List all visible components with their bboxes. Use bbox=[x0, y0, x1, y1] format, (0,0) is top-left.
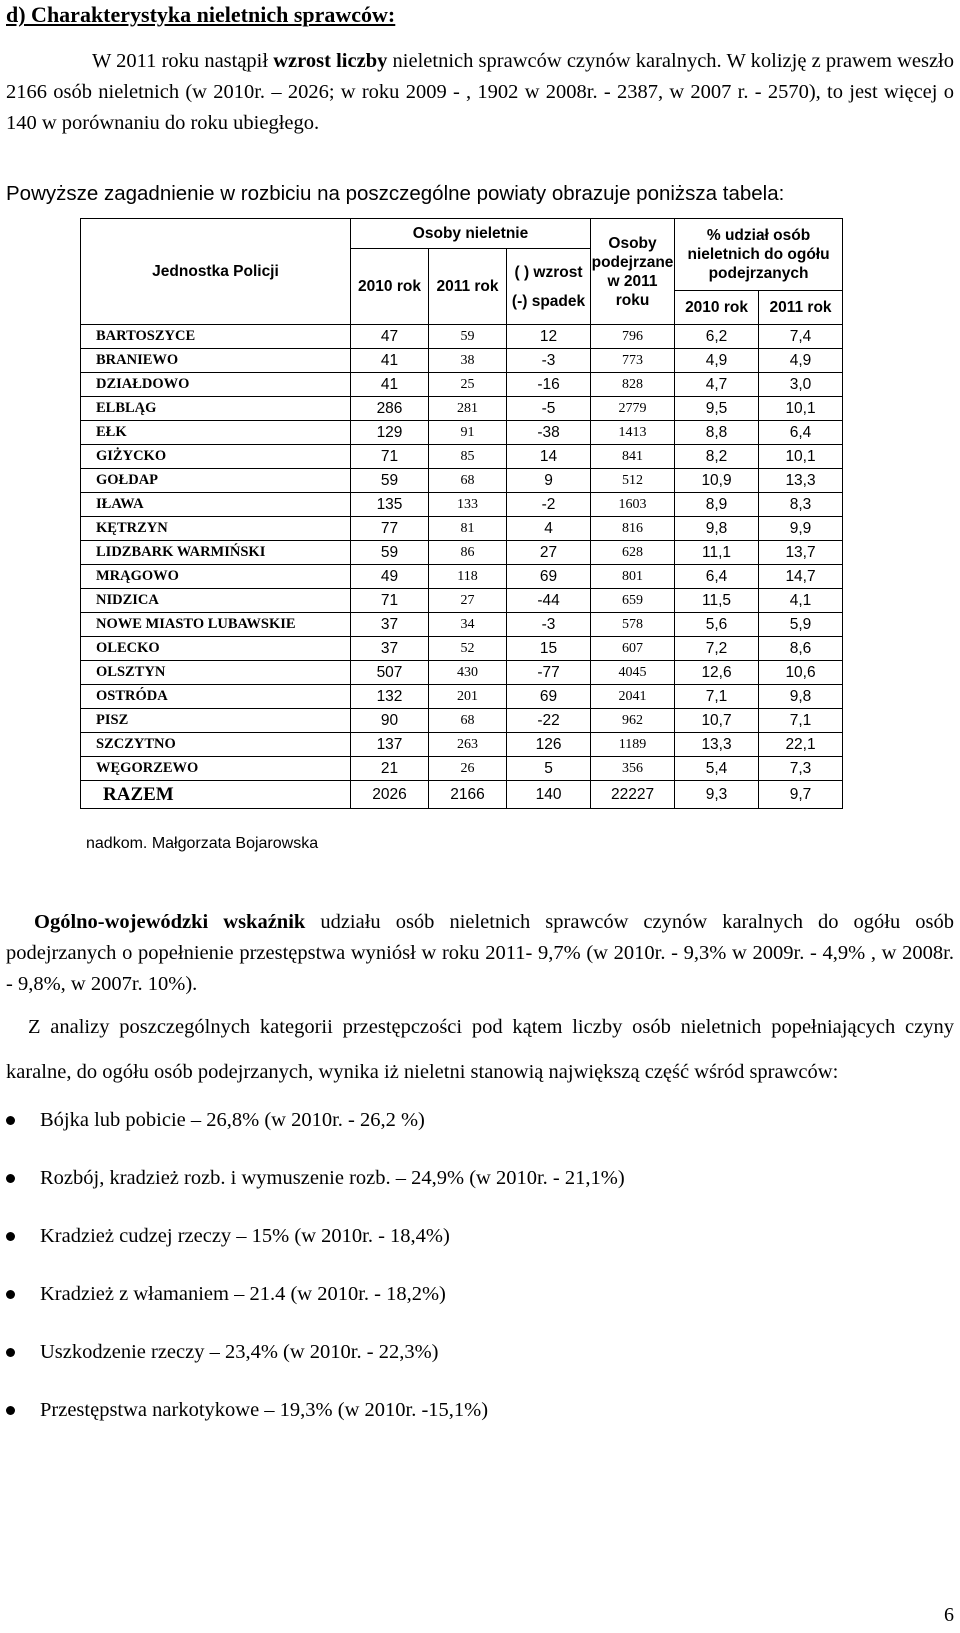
cell-2010: 135 bbox=[351, 493, 429, 517]
cell-2010: 41 bbox=[351, 349, 429, 373]
cell-unit: MRĄGOWO bbox=[81, 565, 351, 589]
cell-suspects: 801 bbox=[591, 565, 675, 589]
list-item bbox=[6, 1279, 625, 1337]
cell-share-2010: 7,1 bbox=[675, 685, 759, 709]
paragraph-intro bbox=[6, 46, 954, 139]
cell-share-2011: 5,9 bbox=[759, 613, 843, 637]
cell-change: -5 bbox=[507, 397, 591, 421]
cell-share-2011: 10,1 bbox=[759, 445, 843, 469]
cell-share-2010: 8,8 bbox=[675, 421, 759, 445]
header-change-decrease: (-) spadek bbox=[511, 292, 586, 310]
table-row bbox=[81, 589, 843, 613]
cell-2011: 133 bbox=[429, 493, 507, 517]
table-row bbox=[81, 565, 843, 589]
cell-change: 5 bbox=[507, 757, 591, 781]
cell-2010: 71 bbox=[351, 445, 429, 469]
list-item-text: Kradzież z włamaniem – 21.4 (w 2010r. - 18,2%) bbox=[40, 1283, 446, 1305]
header-group-minors: Osoby nieletnie bbox=[351, 219, 591, 249]
cell-suspects: 22227 bbox=[591, 781, 675, 809]
cell-unit: IŁAWA bbox=[81, 493, 351, 517]
cell-share-2010: 5,4 bbox=[675, 757, 759, 781]
cell-2010: 507 bbox=[351, 661, 429, 685]
table-row bbox=[81, 757, 843, 781]
cell-share-2011: 10,6 bbox=[759, 661, 843, 685]
cell-2011: 430 bbox=[429, 661, 507, 685]
cell-unit: OLECKO bbox=[81, 637, 351, 661]
cell-2010: 49 bbox=[351, 565, 429, 589]
cell-unit: EŁK bbox=[81, 421, 351, 445]
cell-share-2011: 6,4 bbox=[759, 421, 843, 445]
table-row bbox=[81, 325, 843, 349]
list-item-text: Uszkodzenie rzeczy – 23,4% (w 2010r. - 22,3%) bbox=[40, 1341, 439, 1363]
juvenile-offenders-table bbox=[80, 218, 843, 809]
cell-suspects: 2041 bbox=[591, 685, 675, 709]
cell-share-2011: 8,6 bbox=[759, 637, 843, 661]
cell-change: 14 bbox=[507, 445, 591, 469]
cell-unit: OSTRÓDA bbox=[81, 685, 351, 709]
cell-2010: 2026 bbox=[351, 781, 429, 809]
cell-share-2010: 8,2 bbox=[675, 445, 759, 469]
list-item bbox=[6, 1105, 625, 1163]
cell-2011: 25 bbox=[429, 373, 507, 397]
cell-2011: 86 bbox=[429, 541, 507, 565]
paragraph-analysis-text: Z analizy poszczególnych kategorii przestępczości pod kątem liczby osób nieletnich popełniających czyny karalne, do ogółu osób podejrzanych, wynika iż nieletni stanowią największą część wśród sprawców: bbox=[6, 1016, 954, 1083]
cell-share-2011: 7,4 bbox=[759, 325, 843, 349]
cell-2010: 47 bbox=[351, 325, 429, 349]
cell-unit: KĘTRZYN bbox=[81, 517, 351, 541]
cell-2011: 68 bbox=[429, 709, 507, 733]
paragraph-analysis bbox=[6, 1005, 954, 1095]
cell-suspects: 356 bbox=[591, 757, 675, 781]
cell-share-2011: 10,1 bbox=[759, 397, 843, 421]
cell-unit: GIŻYCKO bbox=[81, 445, 351, 469]
cell-unit: GOŁDAP bbox=[81, 469, 351, 493]
cell-suspects: 512 bbox=[591, 469, 675, 493]
table-body bbox=[81, 325, 843, 809]
header-2010: 2010 rok bbox=[351, 249, 429, 325]
table-row bbox=[81, 685, 843, 709]
cell-share-2010: 9,5 bbox=[675, 397, 759, 421]
cell-suspects: 1189 bbox=[591, 733, 675, 757]
cell-2010: 37 bbox=[351, 637, 429, 661]
cell-2011: 85 bbox=[429, 445, 507, 469]
cell-share-2010: 4,7 bbox=[675, 373, 759, 397]
cell-unit: PISZ bbox=[81, 709, 351, 733]
paragraph-intro-bold: wzrost liczby bbox=[273, 50, 388, 72]
paragraph-indicator bbox=[6, 907, 954, 1000]
list-item bbox=[6, 1395, 625, 1453]
list-item-text: Bójka lub pobicie – 26,8% (w 2010r. - 26,2 %) bbox=[40, 1109, 425, 1131]
bullet-icon bbox=[6, 1348, 15, 1357]
cell-2010: 132 bbox=[351, 685, 429, 709]
cell-share-2010: 9,3 bbox=[675, 781, 759, 809]
cell-unit: NOWE MIASTO LUBAWSKIE bbox=[81, 613, 351, 637]
cell-unit: WĘGORZEWO bbox=[81, 757, 351, 781]
cell-share-2010: 6,4 bbox=[675, 565, 759, 589]
table-row bbox=[81, 709, 843, 733]
cell-share-2011: 13,7 bbox=[759, 541, 843, 565]
table-row bbox=[81, 421, 843, 445]
cell-unit: OLSZTYN bbox=[81, 661, 351, 685]
cell-2010: 90 bbox=[351, 709, 429, 733]
table-row bbox=[81, 733, 843, 757]
cell-suspects: 796 bbox=[591, 325, 675, 349]
cell-share-2011: 22,1 bbox=[759, 733, 843, 757]
header-suspects: Osoby podejrzane w 2011 roku bbox=[591, 219, 675, 325]
cell-2011: 27 bbox=[429, 589, 507, 613]
cell-share-2011: 14,7 bbox=[759, 565, 843, 589]
section-heading: d) Charakterystyka nieletnich sprawców: bbox=[6, 2, 396, 27]
list-item-text: Kradzież cudzej rzeczy – 15% (w 2010r. - 18,4%) bbox=[40, 1225, 450, 1247]
cell-unit: RAZEM bbox=[81, 781, 351, 809]
cell-2011: 2166 bbox=[429, 781, 507, 809]
cell-share-2010: 4,9 bbox=[675, 349, 759, 373]
cell-suspects: 2779 bbox=[591, 397, 675, 421]
cell-change: 140 bbox=[507, 781, 591, 809]
cell-share-2010: 11,5 bbox=[675, 589, 759, 613]
paragraph-intro-text: W 2011 roku nastąpił bbox=[92, 50, 274, 72]
list-item-text: Przestępstwa narkotykowe – 19,3% (w 2010r. -15,1%) bbox=[40, 1399, 489, 1421]
header-share-2011: 2011 rok bbox=[759, 291, 843, 325]
cell-2011: 38 bbox=[429, 349, 507, 373]
cell-2011: 26 bbox=[429, 757, 507, 781]
cell-suspects: 4045 bbox=[591, 661, 675, 685]
cell-share-2011: 13,3 bbox=[759, 469, 843, 493]
table-row bbox=[81, 445, 843, 469]
cell-2011: 201 bbox=[429, 685, 507, 709]
bullet-icon bbox=[6, 1406, 15, 1415]
table-row bbox=[81, 469, 843, 493]
cell-change: 69 bbox=[507, 565, 591, 589]
cell-change: -3 bbox=[507, 613, 591, 637]
cell-change: -2 bbox=[507, 493, 591, 517]
cell-suspects: 607 bbox=[591, 637, 675, 661]
cell-unit: BARTOSZYCE bbox=[81, 325, 351, 349]
cell-2010: 41 bbox=[351, 373, 429, 397]
cell-2011: 81 bbox=[429, 517, 507, 541]
cell-share-2010: 10,7 bbox=[675, 709, 759, 733]
table-row bbox=[81, 541, 843, 565]
cell-suspects: 578 bbox=[591, 613, 675, 637]
cell-share-2010: 10,9 bbox=[675, 469, 759, 493]
cell-2011: 91 bbox=[429, 421, 507, 445]
cell-change: -16 bbox=[507, 373, 591, 397]
cell-2010: 59 bbox=[351, 541, 429, 565]
cell-unit: ELBLĄG bbox=[81, 397, 351, 421]
cell-share-2011: 7,1 bbox=[759, 709, 843, 733]
cell-2011: 34 bbox=[429, 613, 507, 637]
cell-2010: 37 bbox=[351, 613, 429, 637]
header-group-share: % udział osób nieletnich do ogółu podejrzanych bbox=[675, 219, 843, 291]
cell-share-2011: 4,1 bbox=[759, 589, 843, 613]
cell-share-2011: 9,9 bbox=[759, 517, 843, 541]
cell-change: 15 bbox=[507, 637, 591, 661]
cell-change: -22 bbox=[507, 709, 591, 733]
cell-share-2010: 6,2 bbox=[675, 325, 759, 349]
cell-2010: 286 bbox=[351, 397, 429, 421]
cell-2010: 129 bbox=[351, 421, 429, 445]
cell-unit: BRANIEWO bbox=[81, 349, 351, 373]
table-row bbox=[81, 349, 843, 373]
cell-share-2010: 5,6 bbox=[675, 613, 759, 637]
table-total-row bbox=[81, 781, 843, 809]
table-row bbox=[81, 373, 843, 397]
table-row bbox=[81, 397, 843, 421]
cell-2010: 137 bbox=[351, 733, 429, 757]
header-unit: Jednostka Policji bbox=[81, 219, 351, 325]
cell-2010: 21 bbox=[351, 757, 429, 781]
header-share-2010: 2010 rok bbox=[675, 291, 759, 325]
cell-change: -3 bbox=[507, 349, 591, 373]
header-2011: 2011 rok bbox=[429, 249, 507, 325]
cell-change: -38 bbox=[507, 421, 591, 445]
cell-2011: 281 bbox=[429, 397, 507, 421]
header-change bbox=[507, 249, 591, 325]
cell-unit: DZIAŁDOWO bbox=[81, 373, 351, 397]
cell-unit: LIDZBARK WARMIŃSKI bbox=[81, 541, 351, 565]
cell-change: 9 bbox=[507, 469, 591, 493]
table-row bbox=[81, 517, 843, 541]
cell-suspects: 628 bbox=[591, 541, 675, 565]
cell-change: 12 bbox=[507, 325, 591, 349]
bullet-icon bbox=[6, 1116, 15, 1125]
table-row bbox=[81, 661, 843, 685]
cell-share-2010: 9,8 bbox=[675, 517, 759, 541]
paragraph-indicator-bold: Ogólno-wojewódzki wskaźnik bbox=[34, 911, 306, 933]
list-item bbox=[6, 1221, 625, 1279]
bullet-icon bbox=[6, 1232, 15, 1241]
cell-share-2011: 7,3 bbox=[759, 757, 843, 781]
author-note: nadkom. Małgorzata Bojarowska bbox=[86, 835, 319, 852]
cell-suspects: 841 bbox=[591, 445, 675, 469]
cell-share-2010: 7,2 bbox=[675, 637, 759, 661]
cell-2011: 263 bbox=[429, 733, 507, 757]
cell-2010: 77 bbox=[351, 517, 429, 541]
list-item-text: Rozbój, kradzież rozb. i wymuszenie rozb. – 24,9% (w 2010r. - 21,1%) bbox=[40, 1167, 625, 1189]
cell-2010: 71 bbox=[351, 589, 429, 613]
header-change-increase: ( ) wzrost bbox=[514, 263, 583, 281]
cell-share-2011: 3,0 bbox=[759, 373, 843, 397]
bullet-icon bbox=[6, 1174, 15, 1183]
category-list bbox=[6, 1105, 625, 1453]
cell-change: 126 bbox=[507, 733, 591, 757]
cell-unit: NIDZICA bbox=[81, 589, 351, 613]
list-item bbox=[6, 1163, 625, 1221]
cell-2010: 59 bbox=[351, 469, 429, 493]
cell-change: -44 bbox=[507, 589, 591, 613]
table-row bbox=[81, 493, 843, 517]
cell-suspects: 962 bbox=[591, 709, 675, 733]
cell-unit: SZCZYTNO bbox=[81, 733, 351, 757]
paragraph-indicator-text: udziału osób nieletnich sprawców czynów karalnych do ogółu osób podejrzanych o popełnienie przestępstwa wyniósł w roku 2011- 9,7% (w 2010r. - 9,3% w 2009r. - 4,9% , w 2008r. - 9,8%, w 2007r. 10%). bbox=[6, 911, 954, 995]
cell-share-2010: 13,3 bbox=[675, 733, 759, 757]
cell-share-2010: 11,1 bbox=[675, 541, 759, 565]
cell-share-2011: 4,9 bbox=[759, 349, 843, 373]
cell-suspects: 816 bbox=[591, 517, 675, 541]
cell-share-2010: 12,6 bbox=[675, 661, 759, 685]
cell-suspects: 828 bbox=[591, 373, 675, 397]
cell-suspects: 773 bbox=[591, 349, 675, 373]
cell-2011: 68 bbox=[429, 469, 507, 493]
table-row bbox=[81, 613, 843, 637]
cell-suspects: 1413 bbox=[591, 421, 675, 445]
cell-share-2011: 9,7 bbox=[759, 781, 843, 809]
cell-change: -77 bbox=[507, 661, 591, 685]
cell-share-2011: 8,3 bbox=[759, 493, 843, 517]
cell-2011: 118 bbox=[429, 565, 507, 589]
page-number: 6 bbox=[944, 1604, 954, 1626]
cell-share-2011: 9,8 bbox=[759, 685, 843, 709]
paragraph-intro-text-rest: nieletnich sprawców czynów karalnych. W kolizję z prawem weszło 2166 osób nieletnich (w 2010r. – 2026; w roku 2009 - , 1902 w 2008r. - 2387, w 2007 r. - 2570), to jest więcej o 140 w porównaniu do roku ubiegłego. bbox=[6, 50, 954, 134]
cell-change: 4 bbox=[507, 517, 591, 541]
table-caption: Powyższe zagadnienie w rozbiciu na poszczególne powiaty obrazuje poniższa tabela: bbox=[6, 182, 785, 205]
cell-suspects: 659 bbox=[591, 589, 675, 613]
cell-2011: 59 bbox=[429, 325, 507, 349]
cell-change: 69 bbox=[507, 685, 591, 709]
cell-2011: 52 bbox=[429, 637, 507, 661]
list-item bbox=[6, 1337, 625, 1395]
bullet-icon bbox=[6, 1290, 15, 1299]
cell-change: 27 bbox=[507, 541, 591, 565]
table-row bbox=[81, 637, 843, 661]
cell-share-2010: 8,9 bbox=[675, 493, 759, 517]
cell-suspects: 1603 bbox=[591, 493, 675, 517]
